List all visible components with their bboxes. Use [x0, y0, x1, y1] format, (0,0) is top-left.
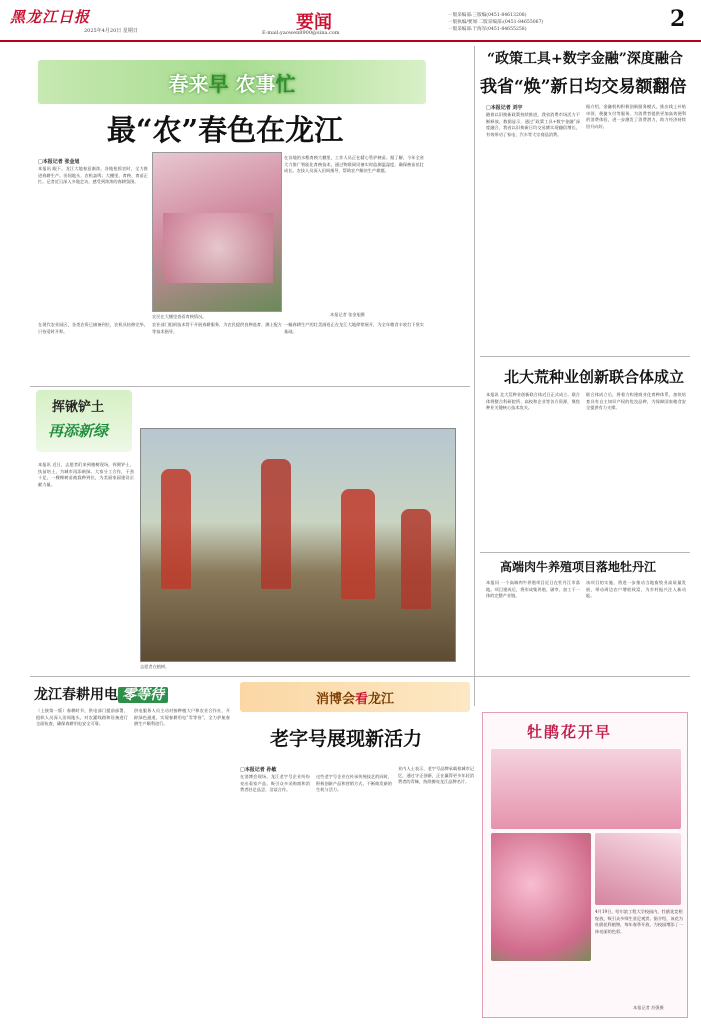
issue-date: 2025年4月20日 星期日 — [84, 28, 138, 34]
headline-tag: 零等待 — [118, 687, 168, 703]
electricity-column: 供电服务人员主动对接种植大户和农业合作社，开辟绿色通道，实现春耕用电“零等待”，全力护航春耕生产顺利进行。 — [134, 708, 230, 727]
section-divider — [480, 356, 690, 357]
photo-figure — [161, 469, 191, 589]
peony-photo — [595, 833, 681, 905]
section-divider — [480, 552, 690, 553]
right-top-headline: 我省“焕”新日均交易额翻倍 — [480, 77, 687, 97]
beidahuang-column: 联合体成立后，将着力构建商业化育种体系，加快培育具有自主知识产权的优良品种，为保障国家粮食安全提供有力支撑。 — [586, 392, 686, 411]
photo-flowers — [163, 213, 273, 283]
lead-photo — [152, 152, 282, 312]
phone-line: 一版采编部:三版编(0451-84613208) — [448, 13, 527, 18]
lead-headline: 最“农”春色在龙江 — [106, 113, 344, 147]
right-top-column: 随着以旧换新政策持续推进，我省消费市场活力不断释放。数据显示，通过“政策工具+数字金融”深度融合，我省以旧换新日均交易额实现翻倍增长，有效带动了家电、汽车等大宗商品消费。 — [486, 112, 580, 137]
banner-part: 龙江 — [368, 692, 395, 707]
electricity-headline — [34, 684, 168, 704]
email-address: E-mail:yaowen8900@sina.com — [262, 30, 340, 36]
banner-part: 消博会 — [315, 692, 355, 707]
section-title: 要闻 — [296, 12, 332, 33]
photo-figure — [401, 509, 431, 609]
phone-line: 一版采编部:于海军(0451-84655258) — [448, 27, 527, 32]
volunteer-headline-box — [36, 390, 132, 452]
beidahuang-headline: 北大荒种业创新联合体成立 — [504, 368, 685, 386]
lead-column: 本报讯 眼下，龙江大地春意渐浓，各地抢抓农时，全力推进春耕生产。田间地头，农机轰鸣；大棚里，育秧、育苗正忙。记者近日深入多地走访，感受到浓浓的春耕氛围。 — [38, 166, 148, 185]
peony-photo — [491, 833, 591, 961]
page-number: 2 — [670, 6, 686, 32]
beidahuang-column: 本报讯 北大荒种业创新联合体近日正式成立。联合体将整合科研院所、高校和企业等各方资源，聚焦种业关键核心技术攻关。 — [486, 392, 580, 411]
peony-photo-box — [482, 712, 688, 1018]
brands-column: 在消博会现场，龙江老字号企业纷纷亮出看家产品，吸引众多采购商和消费者驻足品尝、洽谈合作。 — [240, 774, 310, 793]
volunteer-column: 本报讯 近日，志愿者们来到植树现场，挥锹铲土、扶苗培土，为城市再添新绿。大家分工合作，干劲十足，一棵棵树苗被栽种到位，为美丽家园建设贡献力量。 — [38, 462, 134, 487]
right-top-byline: □本报记者 刘宇 — [486, 105, 523, 111]
volunteer-subheadline: 再添新绿 — [48, 422, 109, 440]
lead-column: 在各地的水稻育秧大棚里，工作人员正在精心管护秧苗。据了解，今年全省大力推广智能化育秧技术，通过物联网设备实时监测温湿度，确保秧苗茁壮成长。农技人员深入田间指导，帮助农户解决生产难题。 — [284, 155, 424, 174]
brands-headline: 老字号展现新活力 — [270, 728, 423, 750]
volunteer-photo-caption: 志愿者在植树。 — [140, 664, 170, 669]
volunteer-headline: 挥锹铲土 — [52, 400, 105, 415]
lead-byline: □本报记者 张金旭 — [38, 159, 80, 165]
volunteer-photo — [140, 428, 456, 662]
column-divider — [474, 46, 475, 706]
banner-part: 农事 — [228, 72, 276, 96]
lead-photo-caption: 农民在大棚里查看育秧情况。 — [152, 314, 207, 319]
lead-column: 一幅春耕生产的壮美画卷正在龙江大地徐徐展开，为全年粮食丰收打下坚实基础。 — [284, 322, 424, 334]
right-top-column: 据介绍，金融机构积极创新服务模式，推出线上补贴申领、便捷支付等服务，为消费者提供更加高效便利的消费体验，进一步激发了消费潜力，助力经济持续回升向好。 — [586, 104, 686, 129]
brands-column: 这些老字号企业在传承传统技艺的同时，积极创新产品和营销方式，不断焕发新的生机与活力。 — [316, 774, 392, 793]
editor-phones — [448, 12, 668, 33]
masthead — [0, 0, 701, 42]
meat-headline: 高端肉牛养殖项目落地牡丹江 — [500, 560, 657, 574]
brands-banner-text — [240, 688, 470, 707]
banner-part: 早 — [208, 72, 229, 96]
meat-column: 本报讯 一个高端肉牛养殖项目近日在牡丹江市落地。项目建成后，将形成集养殖、屠宰、加工于一体的完整产业链。 — [486, 580, 580, 599]
paper-name: 黑龙江日报 — [10, 8, 91, 26]
lead-photo-credit: 本报记者 张金旭摄 — [330, 312, 365, 317]
peony-photo-credit: 本报记者 苏强摄 — [633, 1005, 664, 1010]
headline-part: 龙江春耕用电 — [34, 687, 118, 703]
right-top-kicker: “政策工具+数字金融”深度融合 — [487, 51, 683, 67]
electricity-column: （上接第一版）春耕时节，供电部门提前部署，组织人员深入田间地头，对农灌线路和设备进行全面检查，确保春耕用电安全可靠。 — [36, 708, 128, 727]
meat-column: 该项目的实施，将进一步推动当地畜牧业高质量发展，带动周边农户增收致富，为乡村振兴注入新动能。 — [586, 580, 686, 599]
lead-column: 农业部门组织技术骨干开展春耕服务，为农民提供良种选育、测土配方等技术指导。 — [152, 322, 282, 334]
brands-banner — [240, 682, 470, 712]
brands-byline: □本报记者 孙敏 — [240, 767, 277, 773]
banner-part: 忙 — [275, 72, 296, 96]
lead-column: 在现代农业园区，各类农资已储备到位，农机具检修完毕，只待适时开犁。 — [38, 322, 148, 334]
lead-banner-text — [38, 68, 426, 97]
lead-banner — [38, 60, 426, 104]
banner-part: 春来 — [168, 72, 209, 96]
brands-column: 业内人士表示，老字号品牌承载着城市记忆，通过守正创新，正在赢得更多年轻消费者的青睐，持续擦亮龙江品牌名片。 — [398, 766, 474, 785]
photo-figure — [341, 489, 375, 599]
peony-title: 牡鹃花开早 — [527, 723, 613, 741]
peony-photo — [491, 749, 681, 829]
phone-line: 一版执编/要闻·二版采编部:(0451-84655067) — [448, 20, 544, 25]
peony-caption: 4月19日，哈尔滨工程大学校园内，牡鹃花竞相绽放，吸引众多师生驻足观赏。据介绍，该花为杜鹃花科植物，每年春季开放，为校园增添了一抹亮丽的色彩。 — [595, 909, 683, 934]
section-divider — [30, 386, 470, 387]
banner-part: 看 — [354, 692, 368, 707]
photo-figure — [261, 459, 291, 589]
